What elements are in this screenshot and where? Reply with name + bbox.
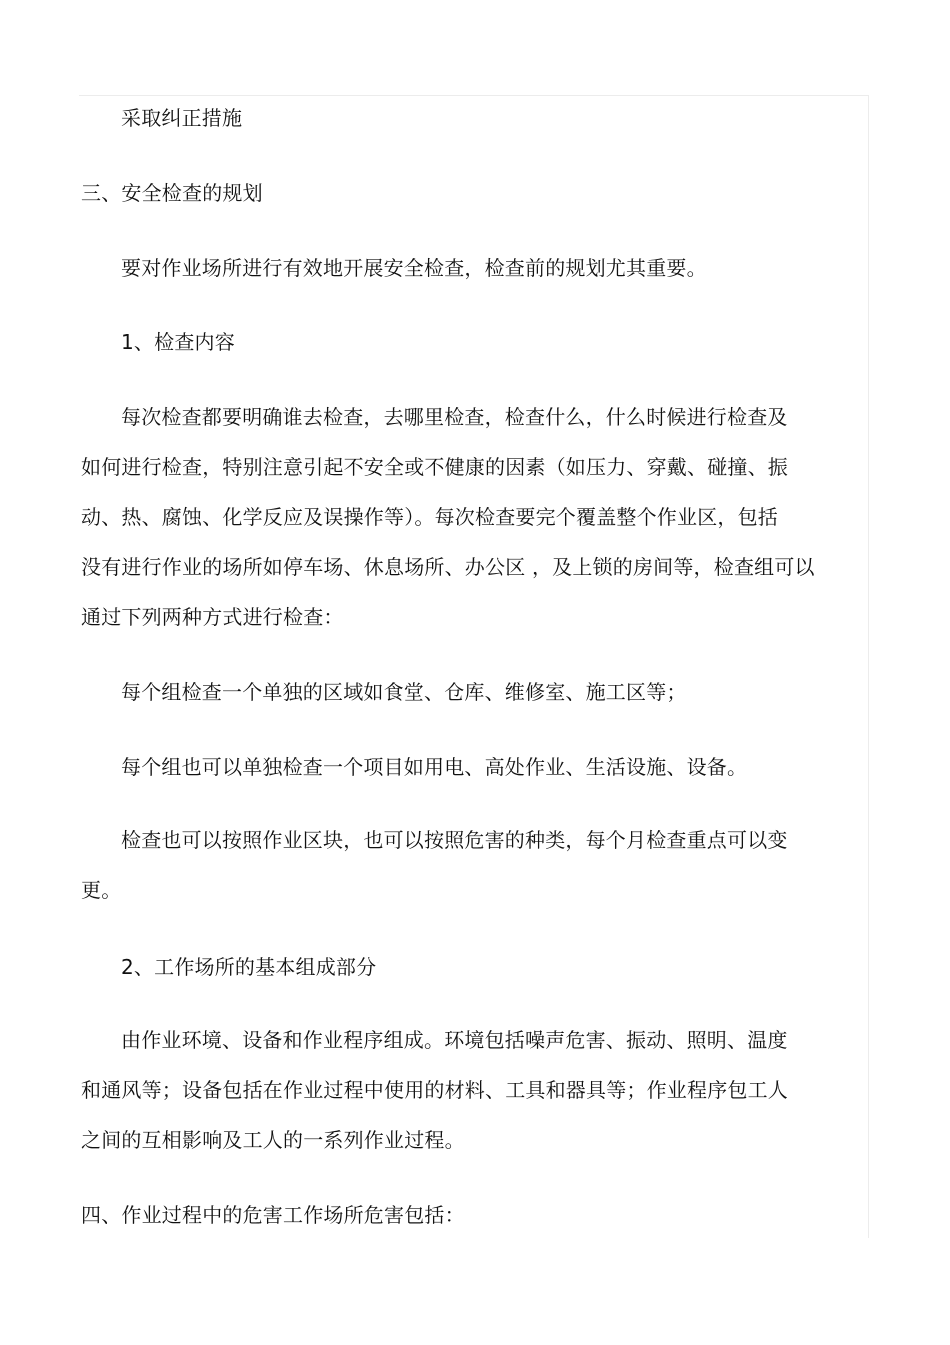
paragraph-content-line: 动、热、腐蚀、化学反应及误操作等）。每次检查要完个覆盖整个作业区，包括 bbox=[81, 505, 778, 529]
paragraph-content-line: 检查也可以按照作业区块，也可以按照危害的种类，每个月检查重点可以变 bbox=[121, 828, 788, 852]
paragraph-content-line: 和通风等；设备包括在作业过程中使用的材料、工具和器具等；作业程序包工人 bbox=[81, 1078, 788, 1102]
subheading-2: 2、工作场所的基本组成部分 bbox=[121, 955, 377, 979]
list-item: 每个组也可以单独检查一个项目如用电、高处作业、生活设施、设备。 bbox=[121, 755, 748, 779]
paragraph-content-line: 每次检查都要明确谁去检查，去哪里检查，检查什么，什么时候进行检查及 bbox=[121, 405, 788, 429]
paragraph-content-line: 由作业环境、设备和作业程序组成。环境包括噪声危害、振动、照明、温度 bbox=[121, 1028, 788, 1052]
section-heading-3: 三、安全检查的规划 bbox=[81, 181, 263, 205]
paragraph-content-line: 之间的互相影响及工人的一系列作业过程。 bbox=[81, 1128, 465, 1152]
section-heading-4: 四、作业过程中的危害工作场所危害包括： bbox=[81, 1203, 465, 1227]
paragraph-content-line: 通过下列两种方式进行检查： bbox=[81, 605, 344, 629]
paragraph-content-line: 没有进行作业的场所如停车场、休息场所、办公区 ，及上锁的房间等，检查组可以 bbox=[81, 555, 815, 579]
subheading-1: 1、检查内容 bbox=[121, 330, 235, 354]
paragraph-content-line: 更。 bbox=[81, 878, 122, 902]
list-item: 每个组检查一个单独的区域如食堂、仓库、维修室、施工区等； bbox=[121, 680, 687, 704]
paragraph-planning: 要对作业场所进行有效地开展安全检查，检查前的规划尤其重要。 bbox=[121, 256, 707, 280]
text-line-corrective-measures: 采取纠正措施 bbox=[121, 106, 243, 130]
paragraph-content-line: 如何进行检查，特别注意引起不安全或不健康的因素（如压力、穿戴、碰撞、振 bbox=[81, 455, 788, 479]
